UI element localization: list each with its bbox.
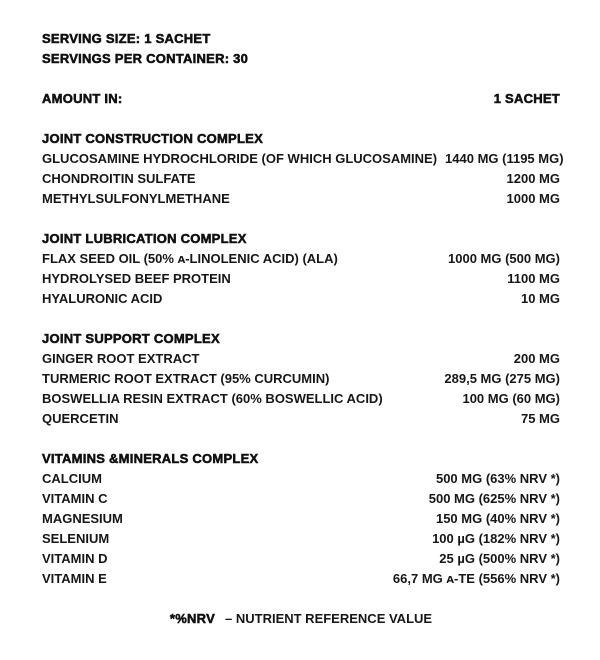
ingredient-amount: 1100 MG [507, 271, 560, 286]
ingredient-amount: 289,5 MG (275 MG) [444, 371, 560, 386]
ingredient-name: MAGNESIUM [42, 511, 123, 526]
ingredient-name: HYALURONIC ACID [42, 291, 163, 306]
ingredient-amount: 1200 MG [506, 171, 560, 186]
ingredient-row [42, 149, 564, 169]
ingredient-name: GINGER ROOT EXTRACT [42, 351, 200, 366]
ingredient-amount: 500 MG (625% NRV *) [428, 491, 560, 506]
section-title: JOINT SUPPORT COMPLEX [42, 331, 220, 346]
amount-in-value: 1 SACHET [493, 91, 560, 106]
section-title: JOINT CONSTRUCTION COMPLEX [42, 131, 264, 146]
ingredient-amount: 66,7 MG ᴀ-TE (556% NRV *) [392, 571, 560, 586]
ingredient-amount: 1000 MG (500 MG) [448, 251, 560, 266]
ingredient-row [42, 569, 560, 589]
ingredient-section [42, 329, 560, 429]
ingredient-row [42, 369, 560, 389]
amount-header-row [42, 89, 560, 109]
section-title: VITAMINS &MINERALS COMPLEX [42, 451, 259, 466]
ingredient-section [42, 129, 564, 209]
ingredient-name: FLAX SEED OIL (50% ᴀ-LINOLENIC ACID) (ALA) [42, 251, 338, 266]
ingredient-amount: 100 µG (182% NRV *) [432, 531, 560, 546]
ingredient-row [42, 409, 560, 429]
ingredient-row [42, 289, 560, 309]
ingredient-amount: 75 MG [520, 411, 560, 426]
nrv-footnote-prefix: *%NRV [169, 611, 216, 626]
ingredient-sections [42, 129, 564, 589]
ingredient-row [42, 469, 560, 489]
ingredient-name: VITAMIN C [42, 491, 108, 506]
ingredient-name: SELENIUM [42, 531, 110, 546]
ingredient-name: HYDROLYSED BEEF PROTEIN [42, 271, 231, 286]
serving-size-text: SERVING SIZE: 1 SACHET [42, 31, 211, 46]
servings-per-container-text: SERVINGS PER CONTAINER: 30 [42, 51, 249, 66]
serving-info [42, 29, 560, 69]
ingredient-name: CHONDROITIN SULFATE [42, 171, 196, 186]
ingredient-row [42, 509, 560, 529]
ingredient-name: CALCIUM [42, 471, 102, 486]
ingredient-name: BOSWELLIA RESIN EXTRACT (60% BOSWELLIC ACID) [42, 391, 383, 406]
ingredient-amount: 500 MG (63% NRV *) [435, 471, 560, 486]
section-title: JOINT LUBRICATION COMPLEX [42, 231, 247, 246]
ingredient-amount: 10 MG [520, 291, 560, 306]
nrv-footnote [42, 609, 560, 629]
ingredient-amount: 1440 MG (1195 MG) [445, 151, 564, 166]
ingredient-amount: 25 µG (500% NRV *) [439, 551, 560, 566]
ingredient-row [42, 269, 560, 289]
ingredient-row [42, 349, 560, 369]
ingredient-name: QUERCETIN [42, 411, 119, 426]
ingredient-row [42, 529, 560, 549]
ingredient-row [42, 549, 560, 569]
ingredient-section [42, 449, 560, 589]
ingredient-name: METHYLSULFONYLMETHANE [42, 191, 230, 206]
ingredient-name: TURMERIC ROOT EXTRACT (95% CURCUMIN) [42, 371, 330, 386]
ingredient-name: VITAMIN E [42, 571, 107, 586]
ingredient-name: VITAMIN D [42, 551, 108, 566]
ingredient-row [42, 249, 560, 269]
ingredient-amount: 100 MG (60 MG) [462, 391, 560, 406]
ingredient-amount: 200 MG [513, 351, 560, 366]
ingredient-row [42, 489, 560, 509]
ingredient-amount: 1000 MG [506, 191, 560, 206]
amount-in-label: AMOUNT IN: [42, 91, 123, 106]
ingredient-section [42, 229, 560, 309]
ingredient-row [42, 389, 560, 409]
ingredient-amount: 150 MG (40% NRV *) [435, 511, 560, 526]
ingredient-name: GLUCOSAMINE HYDROCHLORIDE (OF WHICH GLUCOSAMINE) [42, 151, 438, 166]
ingredient-row [42, 189, 560, 209]
ingredient-row [42, 169, 560, 189]
nrv-footnote-text: – NUTRIENT REFERENCE VALUE [225, 611, 433, 626]
